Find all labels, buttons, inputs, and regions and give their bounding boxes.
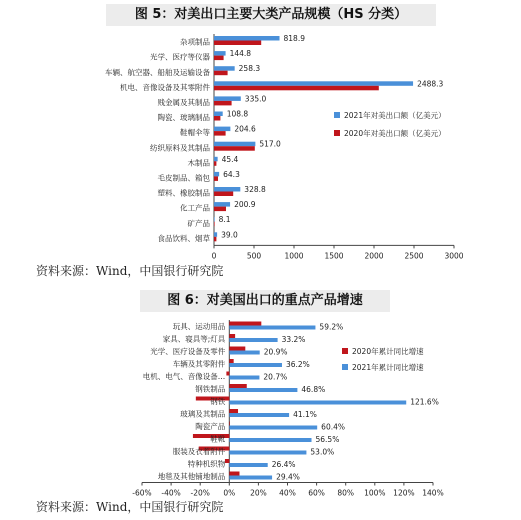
legend-label-2020: 2020年对美出口额（亿美元） bbox=[344, 129, 446, 138]
bar-2021 bbox=[229, 363, 282, 367]
category-label: 地毯及其他铺地制品 bbox=[157, 471, 226, 481]
x-tick-label: 80% bbox=[337, 488, 355, 498]
bar-2021 bbox=[229, 476, 272, 480]
bar-2020 bbox=[214, 176, 218, 181]
bar-2020 bbox=[214, 116, 220, 121]
legend-label-2021: 2021年累计同比增速 bbox=[352, 363, 424, 372]
category-label: 毛皮制品、箱包 bbox=[157, 173, 210, 183]
bar-2021 bbox=[229, 326, 315, 330]
bar-2020 bbox=[214, 41, 261, 46]
bar-2021 bbox=[214, 232, 217, 237]
x-tick-label: 2500 bbox=[404, 251, 424, 261]
bar-2021 bbox=[229, 413, 289, 417]
data-label: 258.3 bbox=[238, 64, 261, 74]
category-label: 陶瓷、玻璃制品 bbox=[157, 113, 210, 123]
x-tick-label: 100% bbox=[364, 488, 386, 498]
bar-2020 bbox=[214, 56, 224, 61]
category-label: 服装及衣着附件 bbox=[172, 446, 226, 456]
category-label: 钢铁制品 bbox=[195, 384, 226, 394]
bar-2021 bbox=[229, 351, 259, 355]
bar-2021 bbox=[214, 142, 255, 147]
legend-swatch-2021 bbox=[334, 112, 340, 118]
bar-2021 bbox=[229, 426, 317, 430]
x-tick-label: 1500 bbox=[324, 251, 344, 261]
bar-2021 bbox=[214, 66, 235, 71]
legend-swatch-2020 bbox=[334, 130, 340, 136]
data-label: 53.0% bbox=[310, 447, 335, 457]
category-label: 钢铁 bbox=[210, 396, 226, 406]
category-label: 鞋帽伞等 bbox=[180, 128, 210, 138]
bar-2021 bbox=[229, 451, 306, 455]
data-label: 121.6% bbox=[410, 397, 439, 407]
bar-2021 bbox=[214, 187, 240, 192]
bar-2020 bbox=[229, 359, 233, 363]
data-label: 204.6 bbox=[234, 124, 256, 134]
bar-2020 bbox=[229, 384, 246, 388]
x-tick-label: -20% bbox=[190, 488, 210, 498]
bar-2020 bbox=[214, 71, 228, 76]
bar-2021 bbox=[214, 96, 241, 101]
data-label: 36.2% bbox=[285, 360, 310, 369]
category-label: 纺织原料及其制品 bbox=[150, 143, 210, 153]
data-label: 60.4% bbox=[321, 422, 346, 432]
x-tick-label: -60% bbox=[132, 488, 152, 498]
data-label: 20.7% bbox=[263, 372, 288, 382]
x-tick-label: 0 bbox=[211, 251, 217, 261]
data-label: 20.9% bbox=[263, 347, 288, 357]
data-label: 200.9 bbox=[234, 200, 256, 210]
bar-2021 bbox=[214, 36, 280, 41]
data-label: 335.0 bbox=[244, 94, 267, 104]
x-tick-label: 140% bbox=[422, 488, 444, 498]
bar-2021 bbox=[214, 172, 219, 177]
bar-2020 bbox=[214, 222, 215, 227]
data-label: 144.8 bbox=[229, 49, 252, 59]
bar-2021 bbox=[214, 202, 230, 207]
category-label: 陶瓷产品 bbox=[195, 421, 226, 431]
bar-2020 bbox=[214, 101, 232, 106]
bar-2020 bbox=[229, 322, 261, 326]
bar-2020 bbox=[214, 131, 226, 136]
bar-2021 bbox=[214, 157, 218, 162]
x-tick-label: 40% bbox=[279, 488, 296, 498]
data-label: 818.9 bbox=[283, 34, 305, 43]
bar-2020 bbox=[214, 192, 233, 197]
chart-growth-rate bbox=[0, 298, 521, 498]
data-label: 56.5% bbox=[315, 435, 340, 444]
data-label: 39.0 bbox=[221, 230, 238, 240]
bar-2020 bbox=[229, 422, 230, 426]
bar-2020 bbox=[225, 459, 229, 463]
category-label: 光学、医疗设备及零件 bbox=[150, 346, 226, 356]
category-label: 车辆、航空器、船舶及运输设备 bbox=[105, 67, 210, 77]
category-label: 玻璃及其制品 bbox=[180, 409, 226, 419]
category-label: 光学、医疗等仪器 bbox=[150, 52, 210, 62]
x-tick-label: 20% bbox=[250, 488, 267, 498]
x-tick-label: 120% bbox=[393, 488, 415, 498]
data-label: 2488.3 bbox=[417, 79, 444, 89]
bar-2021 bbox=[214, 51, 226, 56]
bar-2020 bbox=[214, 146, 255, 151]
bar-2021 bbox=[229, 388, 297, 392]
bar-2021 bbox=[229, 338, 277, 342]
category-label: 矿产品 bbox=[187, 218, 210, 228]
x-tick-label: 500 bbox=[246, 251, 262, 261]
data-label: 33.2% bbox=[281, 335, 306, 344]
x-tick-label: 0% bbox=[223, 488, 236, 498]
x-tick-label: 2000 bbox=[364, 251, 384, 261]
data-label: 64.3 bbox=[223, 169, 240, 179]
figure1-source: 资料来源：Wind，中国银行研究院 bbox=[36, 264, 224, 278]
data-label: 46.8% bbox=[301, 385, 326, 394]
category-label: 电机、电气、音像设备… bbox=[142, 371, 226, 381]
data-label: 45.4 bbox=[221, 154, 239, 164]
x-tick-label: 60% bbox=[308, 488, 325, 498]
bar-2021 bbox=[229, 438, 311, 442]
category-label: 塑料、橡胶制品 bbox=[157, 188, 210, 198]
category-label: 木制品 bbox=[187, 158, 210, 168]
data-label: 26.4% bbox=[271, 460, 296, 469]
figure1-title: 图 5：对美出口主要大类产品规模（HS 分类） bbox=[106, 4, 436, 26]
category-label: 家具、寝具等;灯具 bbox=[162, 334, 226, 344]
bar-2020 bbox=[229, 347, 245, 351]
figure2-source: 资料来源：Wind，中国银行研究院 bbox=[36, 500, 224, 514]
bar-2020 bbox=[214, 207, 226, 212]
category-label: 机电、音像设备及其零附件 bbox=[120, 82, 210, 92]
category-label: 车辆及其零附件 bbox=[172, 359, 226, 369]
x-tick-label: 3000 bbox=[444, 251, 464, 261]
data-label: 29.4% bbox=[276, 472, 300, 482]
bar-2020 bbox=[214, 237, 216, 242]
bar-2020 bbox=[229, 472, 239, 476]
data-label: 517.0 bbox=[259, 139, 281, 149]
category-label: 特种机织物 bbox=[187, 459, 226, 469]
bar-2021 bbox=[214, 217, 215, 222]
category-label: 杂项制品 bbox=[180, 37, 210, 47]
bar-2021 bbox=[214, 112, 223, 117]
x-tick-label: 1000 bbox=[284, 251, 304, 261]
figure2-title: 图 6：对美国出口的重点产品增速 bbox=[140, 290, 390, 312]
category-label: 食品饮料、烟草 bbox=[157, 233, 210, 243]
legend-swatch-2020 bbox=[342, 348, 348, 354]
data-label: 8.1 bbox=[218, 215, 231, 225]
data-label: 108.8 bbox=[226, 109, 249, 119]
data-label: 59.2% bbox=[319, 322, 344, 332]
bar-2021 bbox=[229, 401, 406, 405]
legend-label-2020: 2020年累计同比增速 bbox=[352, 347, 424, 356]
bar-2021 bbox=[229, 376, 259, 380]
bar-2020 bbox=[229, 409, 238, 413]
bar-2020 bbox=[214, 86, 379, 91]
category-label: 贱金属及其制品 bbox=[157, 97, 210, 107]
data-label: 328.8 bbox=[244, 185, 266, 194]
bar-2021 bbox=[229, 463, 267, 467]
x-tick-label: -40% bbox=[161, 488, 181, 498]
bar-2020 bbox=[214, 161, 216, 166]
category-label: 鞋靴 bbox=[210, 434, 226, 444]
data-label: 41.1% bbox=[293, 410, 317, 419]
bar-2020 bbox=[226, 372, 229, 376]
legend-swatch-2021 bbox=[342, 364, 348, 370]
legend-label-2021: 2021年对美出口额（亿美元） bbox=[344, 111, 446, 120]
category-label: 玩具、运动用品 bbox=[172, 321, 226, 331]
category-label: 化工产品 bbox=[180, 203, 210, 213]
bar-2021 bbox=[214, 127, 230, 132]
bar-2021 bbox=[214, 81, 413, 86]
bar-2020 bbox=[229, 334, 235, 338]
